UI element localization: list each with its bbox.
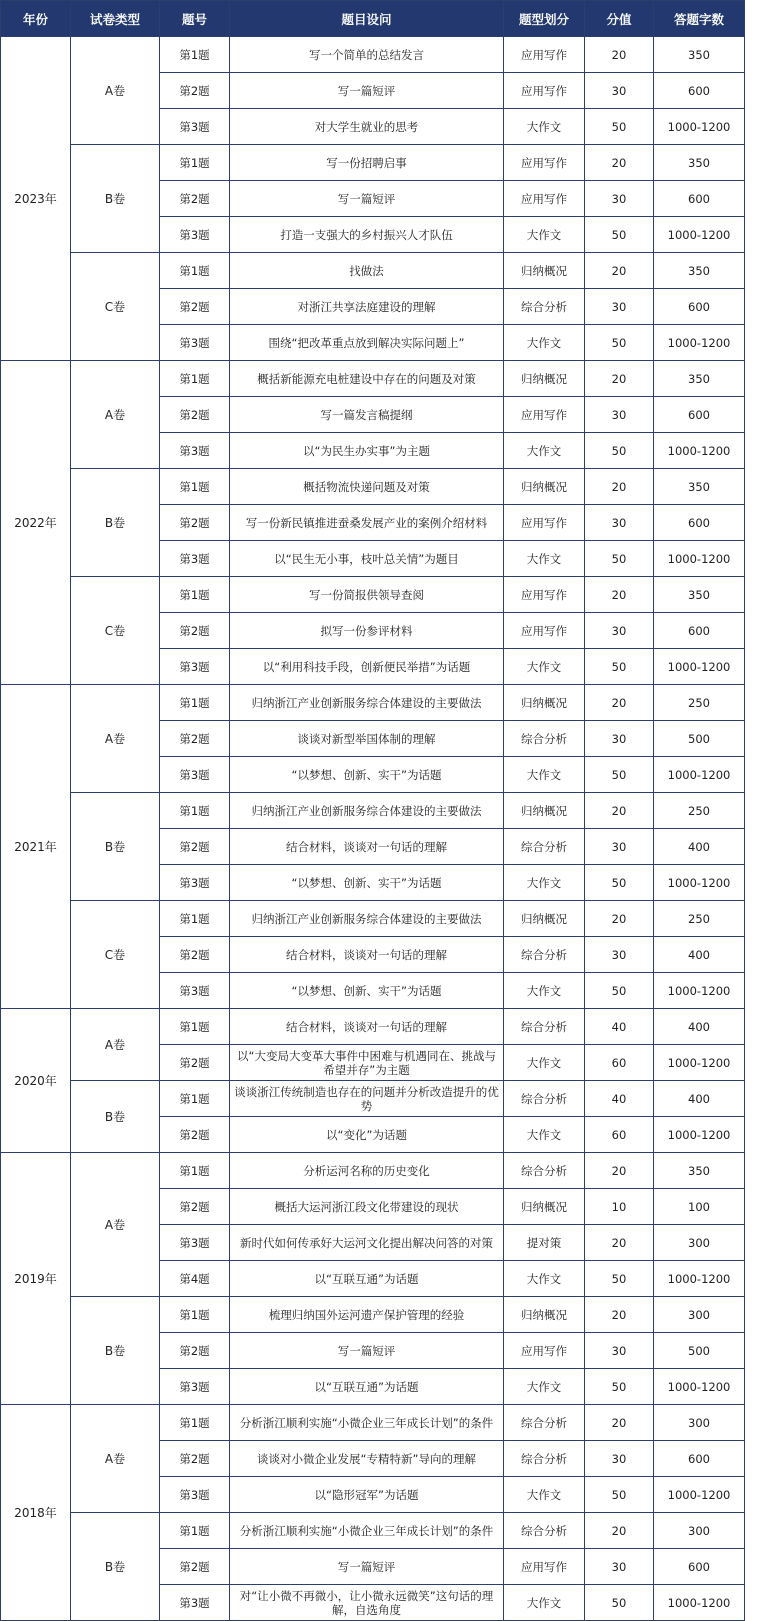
question-type-cell: 综合分析 [504,1009,585,1045]
question-cell: 写一篇发言稿提纲 [230,397,504,433]
table-row [1,685,745,721]
question-cell: 概括物流快递问题及对策 [230,469,504,505]
score-cell: 20 [585,1153,654,1189]
score-cell: 40 [585,1009,654,1045]
question-cell: 归纳浙江产业创新服务综合体建设的主要做法 [230,901,504,937]
question-type-cell: 大作文 [504,1585,585,1621]
question-cell: 打造一支强大的乡村振兴人才队伍 [230,217,504,253]
question-no-cell: 第1题 [160,1513,230,1549]
word-count-cell: 350 [654,361,745,397]
word-count-cell: 1000-1200 [654,649,745,685]
score-cell: 50 [585,1585,654,1621]
question-no-cell: 第1题 [160,37,230,73]
question-no-cell: 第2题 [160,1045,230,1081]
score-cell: 30 [585,73,654,109]
score-cell: 60 [585,1117,654,1153]
score-cell: 20 [585,577,654,613]
question-type-cell: 大作文 [504,649,585,685]
score-cell: 40 [585,1081,654,1117]
score-cell: 20 [585,1225,654,1261]
score-cell: 50 [585,325,654,361]
question-cell: 以“变化”为话题 [230,1117,504,1153]
question-cell: 结合材料，谈谈对一句话的理解 [230,1009,504,1045]
table-row [1,253,745,289]
question-no-cell: 第3题 [160,865,230,901]
paper-type-cell: A卷 [71,685,160,793]
word-count-cell: 1000-1200 [654,541,745,577]
word-count-cell: 600 [654,1441,745,1477]
question-type-cell: 归纳概况 [504,1189,585,1225]
question-cell: 谈谈对小微企业发展“专精特新”导向的理解 [230,1441,504,1477]
question-type-cell: 综合分析 [504,829,585,865]
year-cell: 2019年 [1,1153,71,1405]
score-cell: 30 [585,829,654,865]
question-no-cell: 第3题 [160,217,230,253]
question-cell: 新时代如何传承好大运河文化提出解决问答的对策 [230,1225,504,1261]
question-no-cell: 第2题 [160,1549,230,1585]
question-no-cell: 第3题 [160,757,230,793]
question-type-cell: 大作文 [504,1117,585,1153]
word-count-cell: 250 [654,793,745,829]
word-count-cell: 600 [654,505,745,541]
question-no-cell: 第1题 [160,1153,230,1189]
table-row [1,37,745,73]
header-row [1,1,745,37]
word-count-cell: 350 [654,469,745,505]
question-no-cell: 第3题 [160,1225,230,1261]
word-count-cell: 350 [654,253,745,289]
word-count-cell: 350 [654,577,745,613]
year-cell: 2022年 [1,361,71,685]
question-type-cell: 归纳概况 [504,685,585,721]
question-cell: 写一篇短评 [230,181,504,217]
question-cell: 对浙江共享法庭建设的理解 [230,289,504,325]
word-count-cell: 350 [654,37,745,73]
question-cell: 写一份新民镇推进蚕桑发展产业的案例介绍材料 [230,505,504,541]
question-cell: 写一份招聘启事 [230,145,504,181]
question-no-cell: 第3题 [160,541,230,577]
year-cell: 2018年 [1,1405,71,1621]
score-cell: 20 [585,1405,654,1441]
question-no-cell: 第2题 [160,397,230,433]
word-count-cell: 1000-1200 [654,757,745,793]
question-no-cell: 第2题 [160,829,230,865]
question-cell: 围绕“把改革重点放到解决实际问题上” [230,325,504,361]
question-no-cell: 第3题 [160,1585,230,1621]
question-cell: “以梦想、创新、实干”为话题 [230,757,504,793]
question-cell: 分析浙江顺利实施“小微企业三年成长计划”的条件 [230,1405,504,1441]
score-cell: 30 [585,397,654,433]
question-no-cell: 第2题 [160,1189,230,1225]
paper-type-cell: B卷 [71,1081,160,1153]
score-cell: 20 [585,901,654,937]
question-no-cell: 第1题 [160,361,230,397]
score-cell: 30 [585,721,654,757]
question-type-cell: 大作文 [504,217,585,253]
word-count-cell: 350 [654,1153,745,1189]
question-cell: 谈谈浙江传统制造也存在的问题并分析改造提升的优势 [230,1081,504,1117]
table-body [1,37,745,1621]
question-cell: 归纳浙江产业创新服务综合体建设的主要做法 [230,793,504,829]
score-cell: 30 [585,613,654,649]
word-count-cell: 600 [654,613,745,649]
paper-type-cell: C卷 [71,253,160,361]
question-cell: 以“为民生办实事”为主题 [230,433,504,469]
question-cell: 结合材料，谈谈对一句话的理解 [230,937,504,973]
question-type-cell: 大作文 [504,1369,585,1405]
score-cell: 20 [585,469,654,505]
question-no-cell: 第2题 [160,181,230,217]
paper-type-cell: B卷 [71,469,160,577]
header-question-no: 题号 [160,1,230,37]
word-count-cell: 400 [654,829,745,865]
table-row [1,1297,745,1333]
paper-type-cell: B卷 [71,1513,160,1621]
word-count-cell: 300 [654,1225,745,1261]
word-count-cell: 600 [654,1549,745,1585]
question-cell: 写一篇短评 [230,1333,504,1369]
table-row [1,577,745,613]
score-cell: 50 [585,973,654,1009]
question-type-cell: 综合分析 [504,937,585,973]
question-no-cell: 第2题 [160,1117,230,1153]
word-count-cell: 1000-1200 [654,1045,745,1081]
question-type-cell: 应用写作 [504,577,585,613]
score-cell: 50 [585,649,654,685]
question-type-cell: 归纳概况 [504,901,585,937]
question-type-cell: 综合分析 [504,1513,585,1549]
question-cell: 写一个简单的总结发言 [230,37,504,73]
question-type-cell: 应用写作 [504,397,585,433]
question-type-cell: 应用写作 [504,1333,585,1369]
question-no-cell: 第1题 [160,793,230,829]
paper-type-cell: A卷 [71,1009,160,1081]
question-no-cell: 第2题 [160,721,230,757]
question-no-cell: 第1题 [160,253,230,289]
word-count-cell: 600 [654,73,745,109]
table-row [1,793,745,829]
question-cell: 以“互联互通”为话题 [230,1369,504,1405]
word-count-cell: 1000-1200 [654,109,745,145]
question-no-cell: 第1题 [160,901,230,937]
question-cell: 概括新能源充电桩建设中存在的问题及对策 [230,361,504,397]
word-count-cell: 1000-1200 [654,1369,745,1405]
score-cell: 30 [585,1441,654,1477]
score-cell: 10 [585,1189,654,1225]
question-cell: 以“民生无小事，枝叶总关情”为题目 [230,541,504,577]
header-year: 年份 [1,1,71,37]
score-cell: 20 [585,1297,654,1333]
word-count-cell: 1000-1200 [654,1585,745,1621]
question-cell: 归纳浙江产业创新服务综合体建设的主要做法 [230,685,504,721]
word-count-cell: 500 [654,721,745,757]
question-type-cell: 综合分析 [504,289,585,325]
table-row [1,1081,745,1117]
question-no-cell: 第1题 [160,1297,230,1333]
word-count-cell: 1000-1200 [654,217,745,253]
word-count-cell: 600 [654,289,745,325]
word-count-cell: 1000-1200 [654,865,745,901]
question-type-cell: 归纳概况 [504,469,585,505]
paper-type-cell: A卷 [71,1405,160,1513]
question-cell: 梳理归纳国外运河遗产保护管理的经验 [230,1297,504,1333]
word-count-cell: 600 [654,181,745,217]
paper-type-cell: A卷 [71,37,160,145]
question-type-cell: 应用写作 [504,505,585,541]
question-type-cell: 大作文 [504,865,585,901]
score-cell: 50 [585,1369,654,1405]
question-no-cell: 第3题 [160,433,230,469]
question-cell: 写一份简报供领导查阅 [230,577,504,613]
word-count-cell: 350 [654,145,745,181]
table-row [1,901,745,937]
question-no-cell: 第2题 [160,505,230,541]
question-no-cell: 第1题 [160,1009,230,1045]
word-count-cell: 250 [654,901,745,937]
score-cell: 30 [585,289,654,325]
header-score: 分值 [585,1,654,37]
question-no-cell: 第2题 [160,1333,230,1369]
question-cell: 谈谈对新型举国体制的理解 [230,721,504,757]
question-no-cell: 第2题 [160,937,230,973]
question-cell: 以“互联互通”为话题 [230,1261,504,1297]
question-cell: 写一篇短评 [230,73,504,109]
question-type-cell: 应用写作 [504,37,585,73]
word-count-cell: 300 [654,1297,745,1333]
question-type-cell: 大作文 [504,541,585,577]
question-type-cell: 大作文 [504,1477,585,1513]
question-cell: “以梦想、创新、实干”为话题 [230,865,504,901]
table-row [1,1513,745,1549]
score-cell: 50 [585,1261,654,1297]
word-count-cell: 100 [654,1189,745,1225]
score-cell: 30 [585,1549,654,1585]
score-cell: 50 [585,757,654,793]
word-count-cell: 500 [654,1333,745,1369]
paper-type-cell: B卷 [71,1297,160,1405]
question-no-cell: 第3题 [160,973,230,1009]
question-no-cell: 第2题 [160,289,230,325]
question-type-cell: 归纳概况 [504,253,585,289]
score-cell: 20 [585,145,654,181]
word-count-cell: 1000-1200 [654,1477,745,1513]
word-count-cell: 250 [654,685,745,721]
table-row [1,1153,745,1189]
word-count-cell: 600 [654,397,745,433]
score-cell: 50 [585,1477,654,1513]
score-cell: 20 [585,685,654,721]
header-question: 题目设问 [230,1,504,37]
year-cell: 2023年 [1,37,71,361]
question-type-cell: 大作文 [504,1045,585,1081]
paper-type-cell: C卷 [71,577,160,685]
score-cell: 30 [585,1333,654,1369]
paper-type-cell: B卷 [71,793,160,901]
question-no-cell: 第3题 [160,109,230,145]
table-row [1,1009,745,1045]
question-type-cell: 应用写作 [504,613,585,649]
question-type-cell: 综合分析 [504,1081,585,1117]
word-count-cell: 1000-1200 [654,433,745,469]
score-cell: 20 [585,793,654,829]
score-cell: 30 [585,505,654,541]
question-cell: 概括大运河浙江段文化带建设的现状 [230,1189,504,1225]
question-cell: 以“大变局大变革大事件中困难与机遇同在、挑战与希望并存”为主题 [230,1045,504,1081]
question-cell: 结合材料，谈谈对一句话的理解 [230,829,504,865]
score-cell: 50 [585,433,654,469]
question-no-cell: 第1题 [160,577,230,613]
word-count-cell: 1000-1200 [654,1261,745,1297]
question-cell: 对“让小微不再微小，让小微永远微笑”这句话的理解，自选角度 [230,1585,504,1621]
question-no-cell: 第2题 [160,73,230,109]
question-no-cell: 第2题 [160,613,230,649]
question-type-cell: 综合分析 [504,1441,585,1477]
question-cell: 分析运河名称的历史变化 [230,1153,504,1189]
question-no-cell: 第4题 [160,1261,230,1297]
question-type-cell: 综合分析 [504,1153,585,1189]
score-cell: 50 [585,865,654,901]
question-cell: 对大学生就业的思考 [230,109,504,145]
table-row [1,469,745,505]
question-type-cell: 应用写作 [504,1549,585,1585]
question-cell: 拟写一份参评材料 [230,613,504,649]
question-type-cell: 大作文 [504,325,585,361]
word-count-cell: 400 [654,1009,745,1045]
score-cell: 50 [585,541,654,577]
paper-type-cell: B卷 [71,145,160,253]
question-no-cell: 第1题 [160,1405,230,1441]
question-no-cell: 第2题 [160,1441,230,1477]
question-cell: 写一篇短评 [230,1549,504,1585]
table-row [1,145,745,181]
score-cell: 30 [585,937,654,973]
question-type-cell: 归纳概况 [504,1297,585,1333]
table-row [1,361,745,397]
question-cell: 以“利用科技手段，创新便民举措”为话题 [230,649,504,685]
score-cell: 20 [585,37,654,73]
header-question-type: 题型划分 [504,1,585,37]
question-type-cell: 大作文 [504,973,585,1009]
paper-type-cell: A卷 [71,361,160,469]
question-no-cell: 第3题 [160,1369,230,1405]
score-cell: 50 [585,109,654,145]
question-type-cell: 大作文 [504,1261,585,1297]
paper-type-cell: A卷 [71,1153,160,1297]
question-type-cell: 应用写作 [504,73,585,109]
score-cell: 20 [585,361,654,397]
word-count-cell: 1000-1200 [654,325,745,361]
year-cell: 2021年 [1,685,71,1009]
question-type-cell: 大作文 [504,757,585,793]
question-no-cell: 第1题 [160,1081,230,1117]
score-cell: 60 [585,1045,654,1081]
question-no-cell: 第3题 [160,1477,230,1513]
question-type-cell: 提对策 [504,1225,585,1261]
question-type-cell: 大作文 [504,109,585,145]
word-count-cell: 1000-1200 [654,973,745,1009]
question-no-cell: 第3题 [160,649,230,685]
question-no-cell: 第1题 [160,145,230,181]
question-type-cell: 应用写作 [504,145,585,181]
question-cell: “以梦想、创新、实干”为话题 [230,973,504,1009]
question-type-cell: 综合分析 [504,721,585,757]
score-cell: 30 [585,181,654,217]
word-count-cell: 400 [654,1081,745,1117]
question-no-cell: 第1题 [160,469,230,505]
word-count-cell: 300 [654,1513,745,1549]
question-type-cell: 综合分析 [504,1405,585,1441]
table-row [1,1405,745,1441]
question-no-cell: 第3题 [160,325,230,361]
year-cell: 2020年 [1,1009,71,1153]
header-paper-type: 试卷类型 [71,1,160,37]
score-cell: 50 [585,217,654,253]
question-type-cell: 应用写作 [504,181,585,217]
question-type-cell: 归纳概况 [504,361,585,397]
question-cell: 分析浙江顺利实施“小微企业三年成长计划”的条件 [230,1513,504,1549]
question-cell: 找做法 [230,253,504,289]
question-type-cell: 大作文 [504,433,585,469]
word-count-cell: 300 [654,1405,745,1441]
paper-type-cell: C卷 [71,901,160,1009]
header-word-count: 答题字数 [654,1,745,37]
word-count-cell: 400 [654,937,745,973]
question-no-cell: 第1题 [160,685,230,721]
score-cell: 20 [585,253,654,289]
question-cell: 以“隐形冠军”为话题 [230,1477,504,1513]
word-count-cell: 1000-1200 [654,1117,745,1153]
score-cell: 20 [585,1513,654,1549]
question-type-cell: 归纳概况 [504,793,585,829]
